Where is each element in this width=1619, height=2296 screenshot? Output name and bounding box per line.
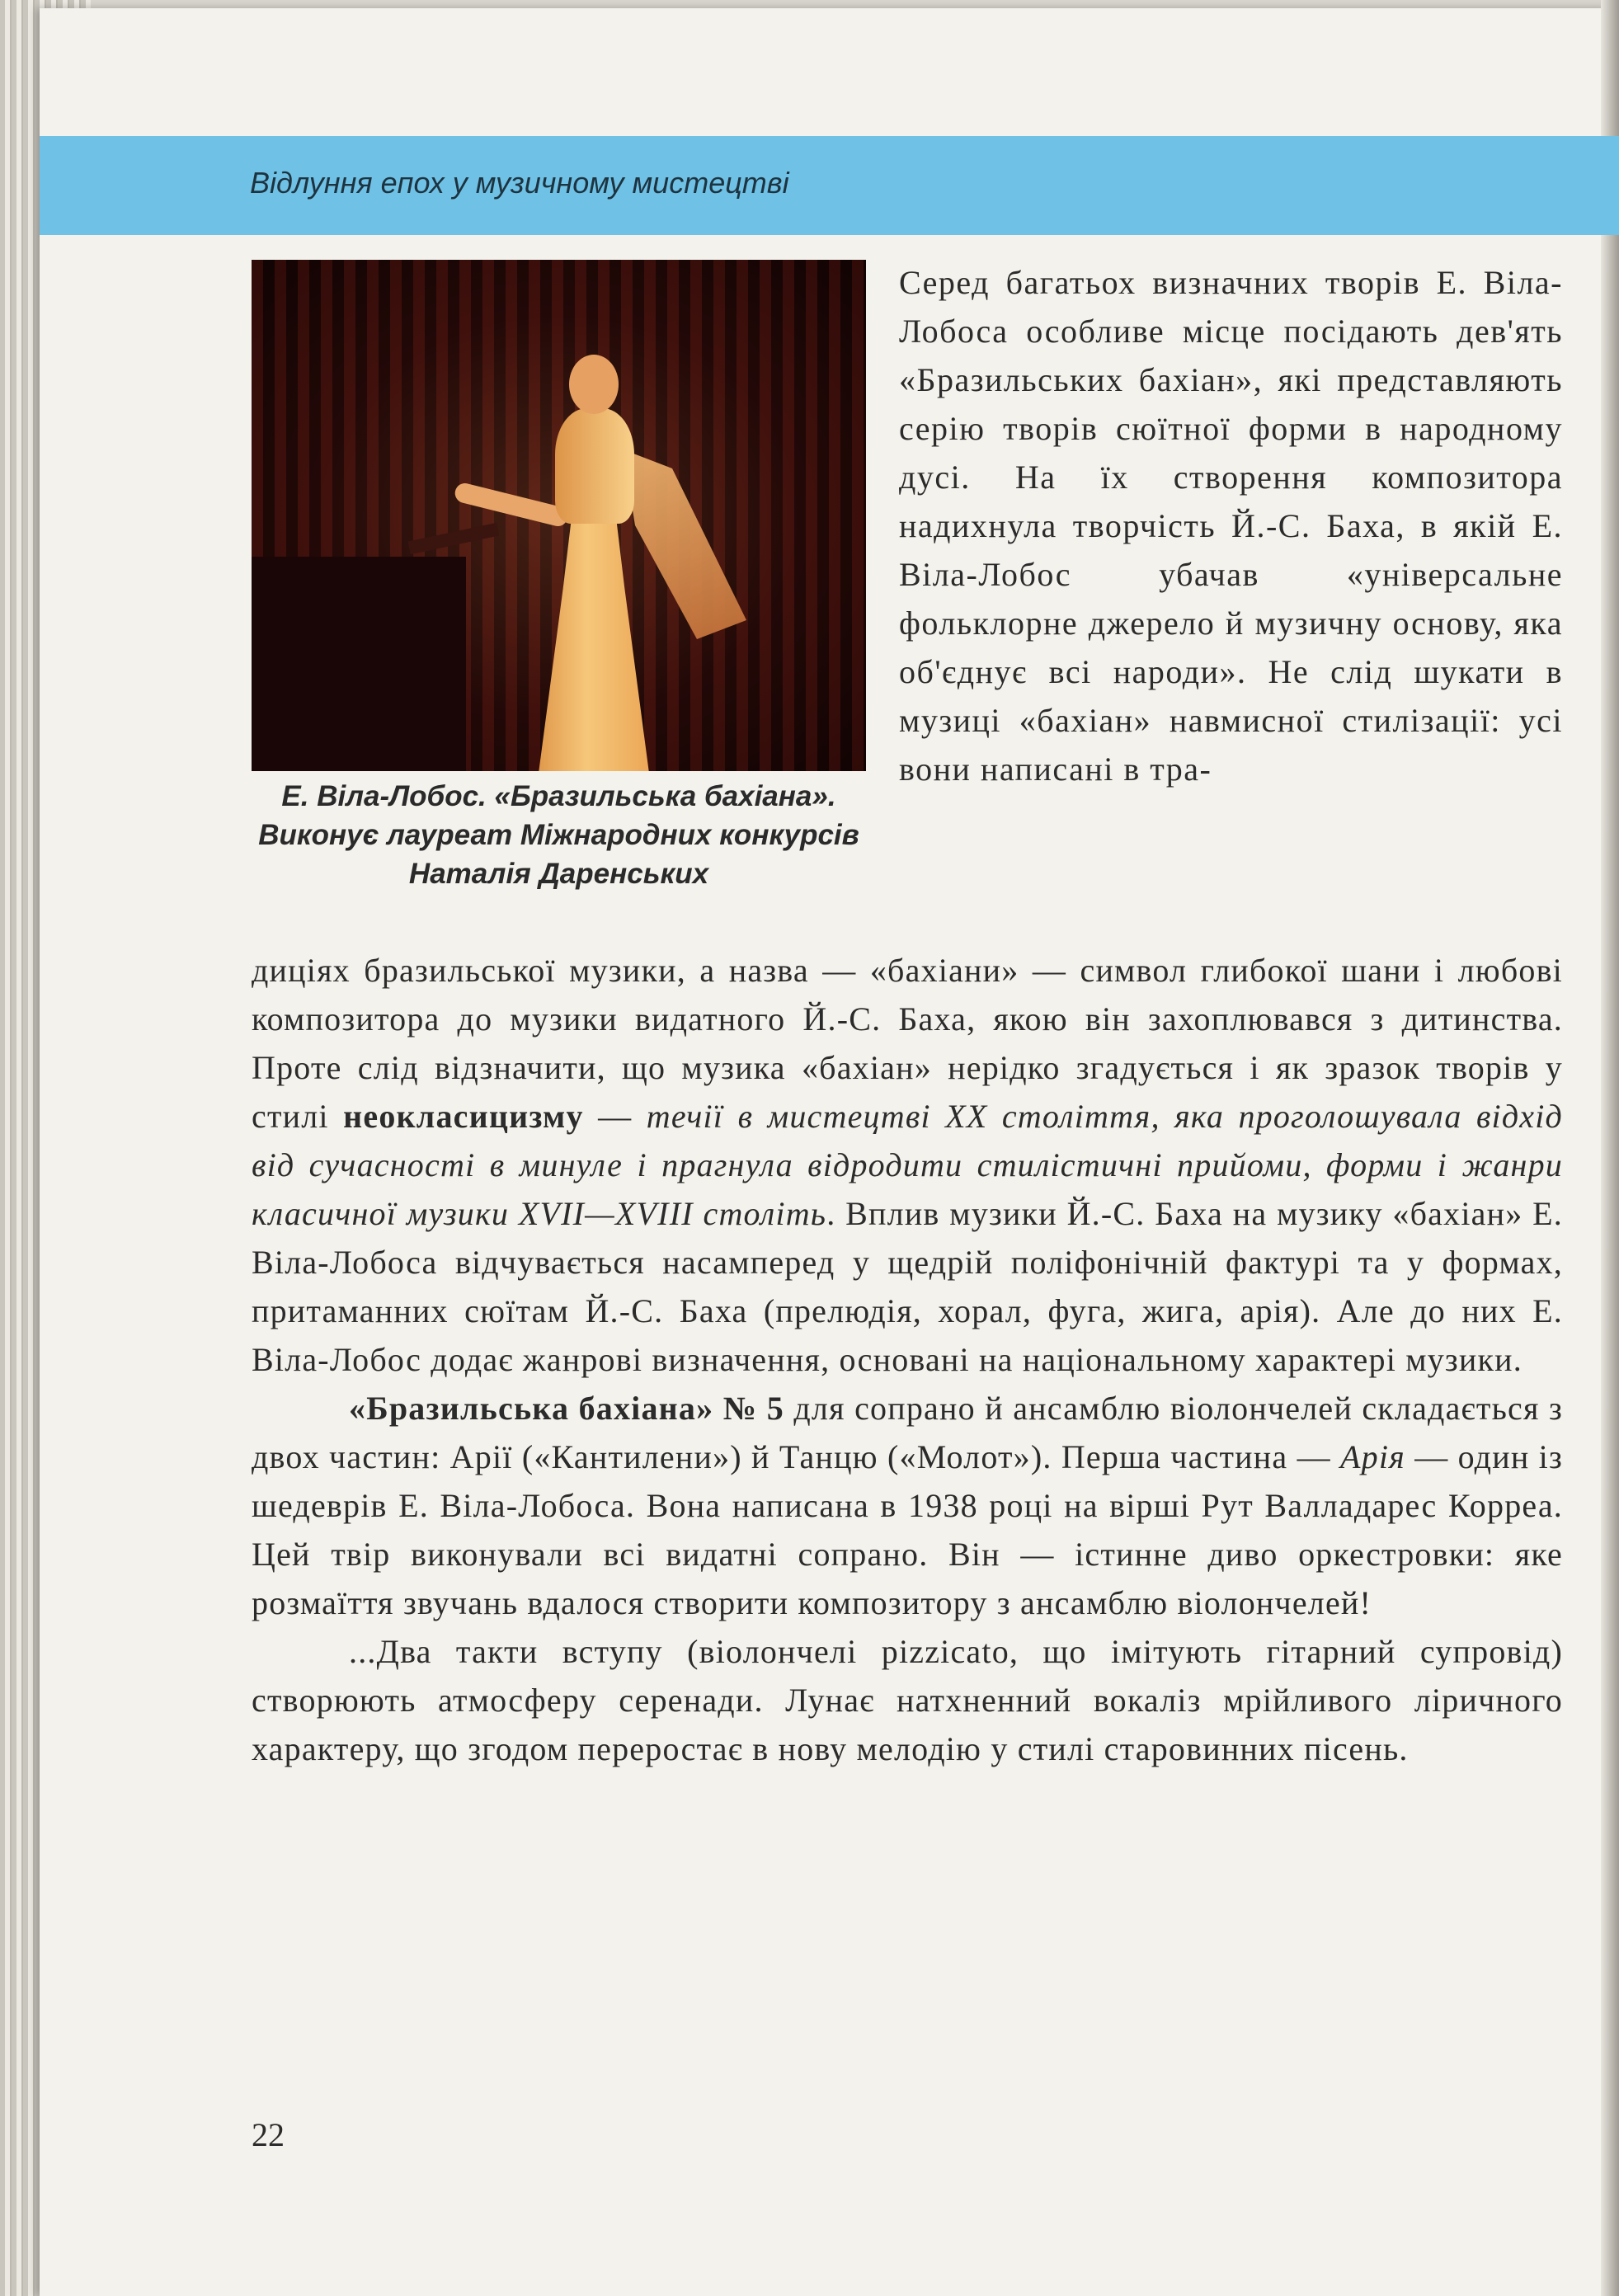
paragraph-neoclassicism [252, 946, 1563, 1384]
aria-emphasis: Арія [1340, 1438, 1405, 1475]
book-spine-shadow [1601, 0, 1619, 2296]
paragraph-text: — один із шедеврів Е. Віла-Лобоса. Вона написана в 1938 році на вірші Рут Валладарес Корреа. Цей твір виконували всі видатні сопрано. Він — істинне диво оркестровки: яке розмаїття звучань вдалося створити композитору з ансамблю віолончелей! [252, 1438, 1563, 1621]
page-number: 22 [252, 2116, 285, 2153]
dash: — [583, 1098, 647, 1135]
singer-photo [252, 260, 866, 771]
main-text [252, 946, 1563, 1773]
paragraph-bachiana-5 [252, 1384, 1563, 1627]
paragraph-text: для сопрано й ансамблю віолончелей складається з двох частин: Арії («Кантилени») й Танцю («Молот»). Перша частина — [252, 1390, 1564, 1475]
term-neoclassicism: неокласицизму [343, 1098, 584, 1135]
singer-head [569, 355, 619, 414]
term-bachiana-5: «Бразильська бахіана» № 5 [349, 1390, 784, 1427]
paragraph-text: . Вплив музики Й.-С. Баха на музику «бахіан» Е. Віла-Лобоса відчувається насамперед у щедрій поліфонічній фактурі та у формах, притаманних сюїтам Й.-С. Баха (прелюдія, хорал, фуга, жига, арія). Але до них Е. Віла-Лобос додає жанрові визначення, основані на національному характері музики. [252, 1195, 1564, 1378]
running-header-title: Відлуння епох у музичному мистецтві [250, 166, 789, 200]
piano-silhouette [252, 557, 466, 771]
intro-paragraph: Серед багатьох визначних творів Е. Віла-Лобоса особливе місце посідають дев'ять «Бразильських бахіан», які представляють серію творів сюїтної форми в народному дусі. На їх створення композитора надихнула творчість Й.-С. Баха, в якій Е. Віла-Лобос убачав «універсальне фольклорне джерело й музичну основу, яка об'єднує всі народи». Не слід шукати в музиці «бахіан» навмисної стилізації: усі вони написані в тра- [899, 264, 1563, 788]
paragraph-serenade: ...Два такти вступу (віолончелі pizzicato, що імітують гітарний супровід) створюють атмосферу серенади. Лунає натхненний вокаліз мрійливого ліричного характеру, що згодом переростає в нову мелодію у стилі старовинних пісень. [252, 1633, 1563, 1767]
singer-torso [555, 408, 634, 524]
running-header [40, 136, 1619, 235]
photo-caption: Е. Віла-Лобос. «Бразильська бахіана». Виконує лауреат Міжнародних конкурсів Наталія Даренських [258, 780, 859, 890]
paragraph-text: диціях бразильської музики, а назва — «бахіани» — символ глибокої шани і любові композитора до музики видатного Й.-С. Баха, якою він захоплювався з дитинства. Проте слід відзначити, що музика «бахіан» нерідко згадується і як зразок творів у стилі [252, 952, 1563, 1135]
definition-neoclassicism: течії в мистецтві ХХ століття, яка проголошувала відхід від сучасності в минуле і прагнула відродити стилістичні прийоми, форми і жанри класичної музики XVII—XVIII століть [252, 1098, 1563, 1232]
